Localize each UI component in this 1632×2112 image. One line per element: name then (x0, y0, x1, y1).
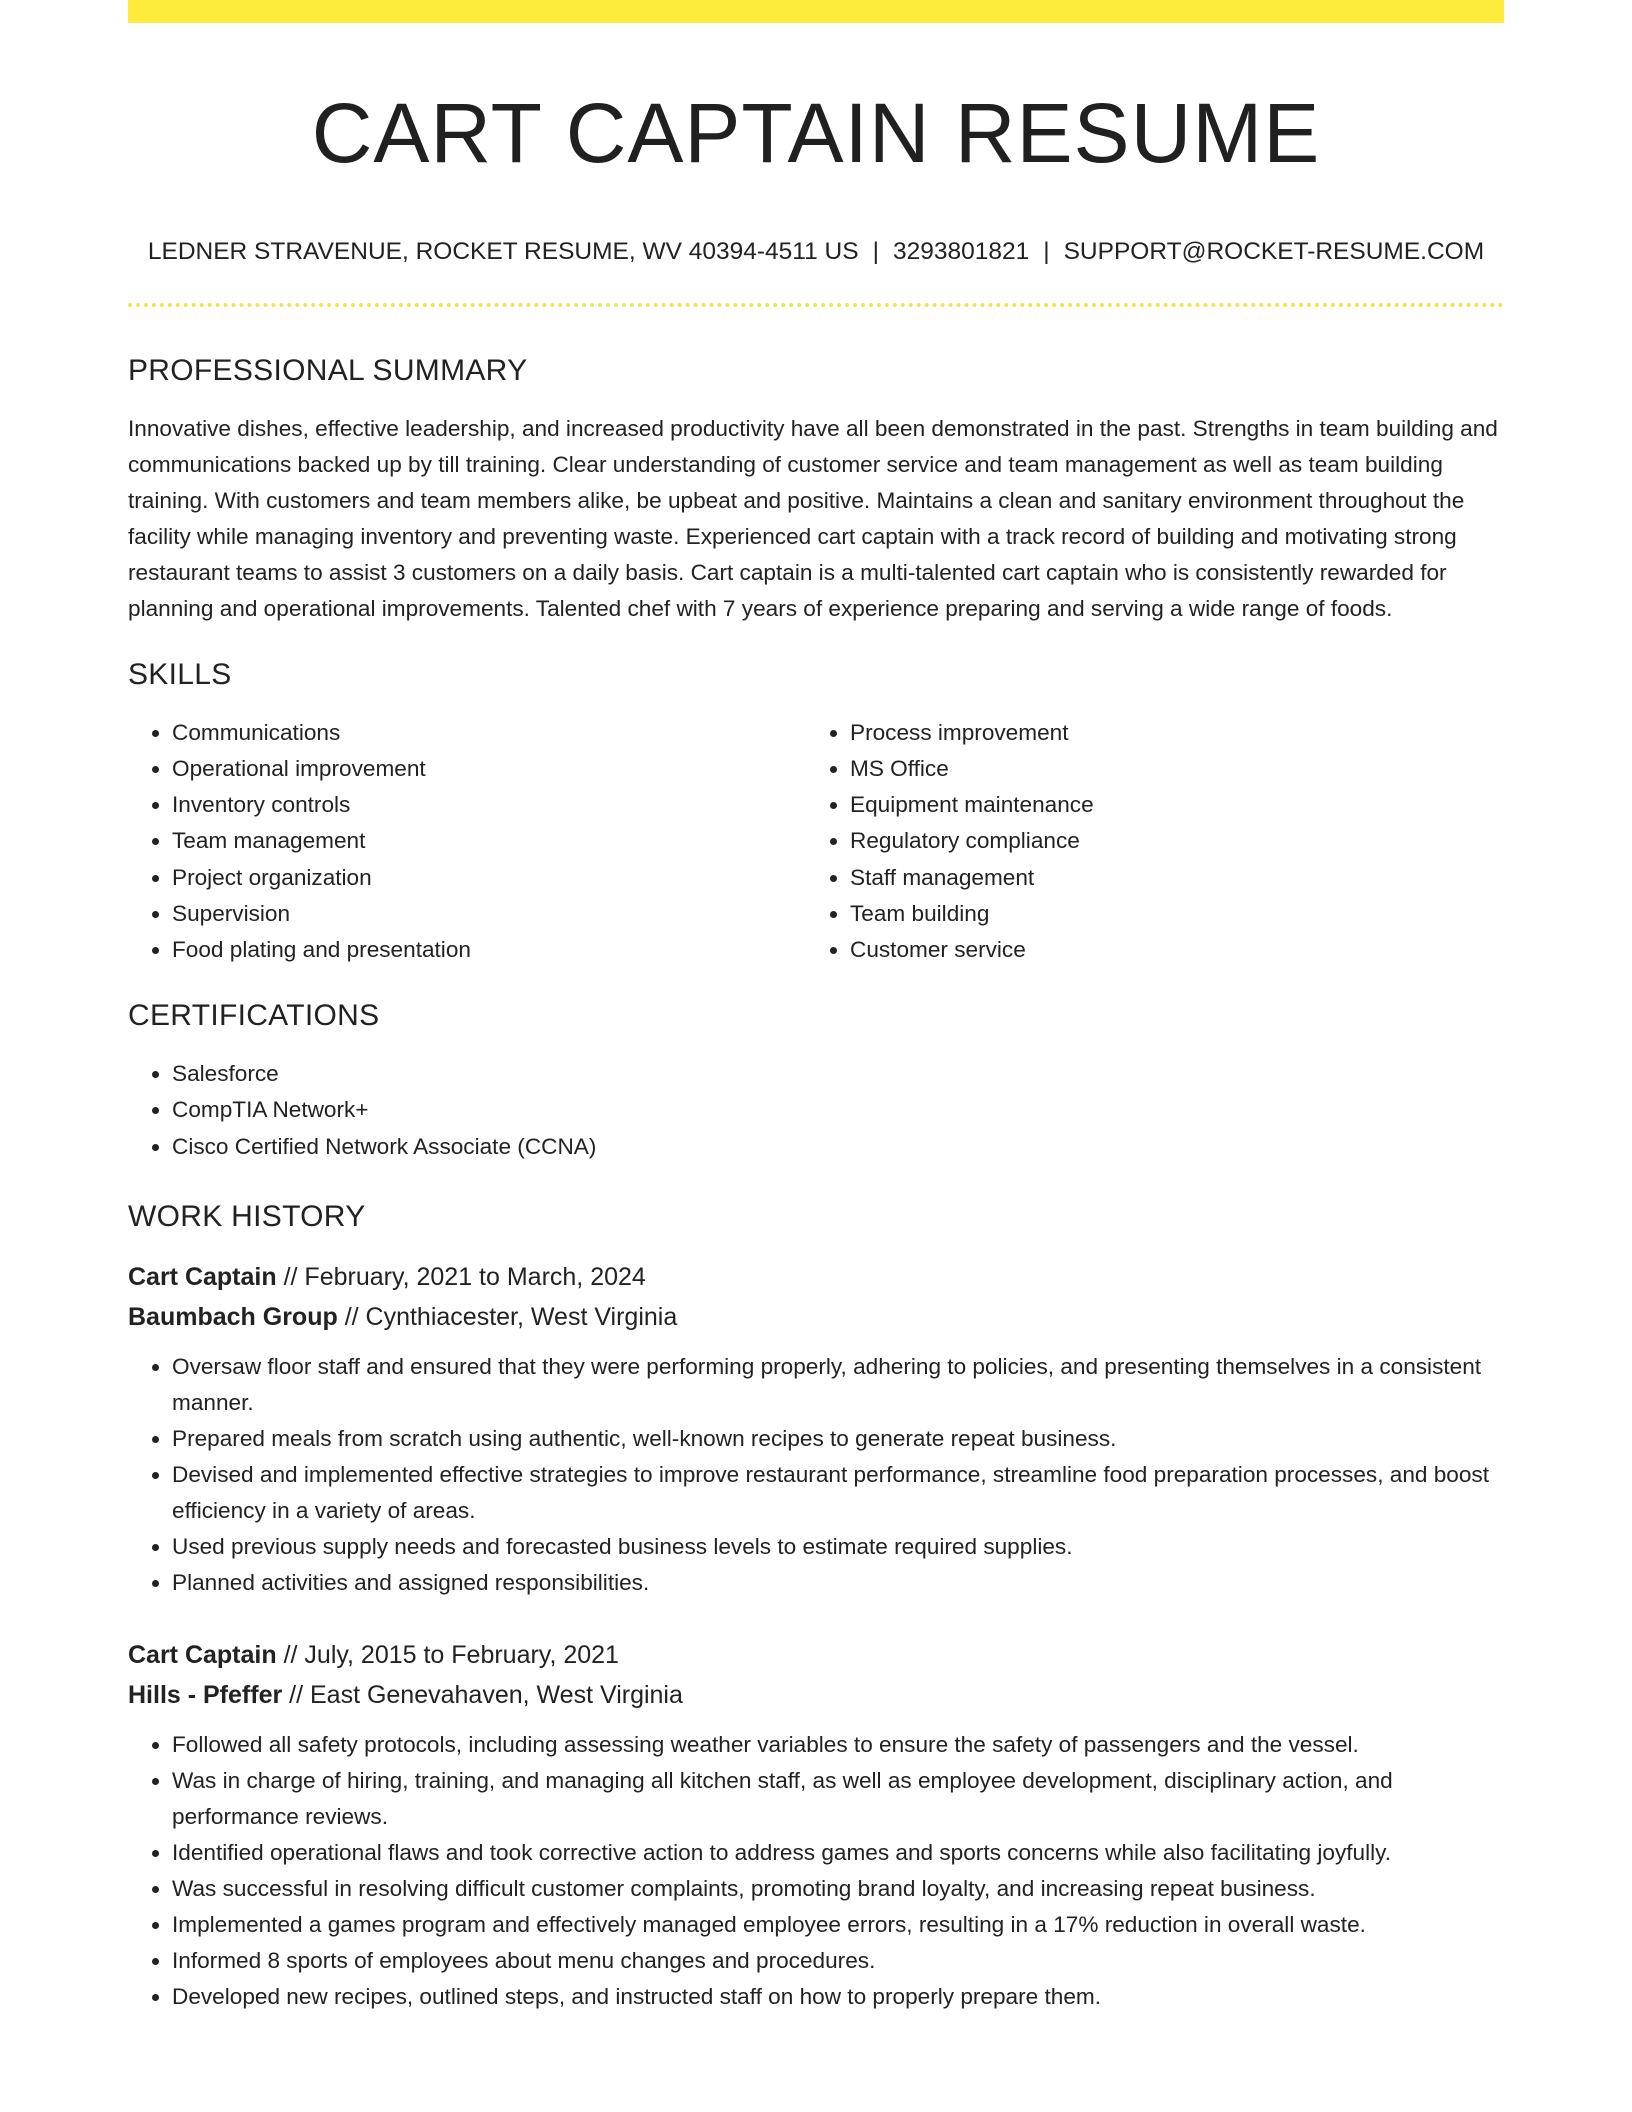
accent-bar (128, 0, 1504, 23)
list-item: • Team management (172, 823, 806, 859)
contact-line (128, 237, 1504, 266)
list-item: • Customer service (850, 932, 1504, 968)
skills-columns (128, 715, 1504, 968)
job-company-line (128, 1297, 1504, 1337)
list-item: • Planned activities and assigned responsibilities. (172, 1565, 1504, 1601)
list-item: • Food plating and presentation (172, 932, 806, 968)
contact-separator: | (1043, 238, 1050, 266)
list-item: • Developed new recipes, outlined steps, and instructed staff on how to properly prepare them. (172, 1979, 1504, 2015)
contact-email: SUPPORT@ROCKET-RESUME.COM (1063, 238, 1485, 266)
job-company: Hills - Pfeffer (128, 1680, 283, 1709)
list-item: • Communications (172, 715, 806, 751)
contact-separator: | (872, 238, 879, 266)
list-item: • Implemented a games program and effectively managed employee errors, resulting in a 17% reduction in overall waste. (172, 1907, 1504, 1943)
list-item: • Oversaw floor staff and ensured that they were performing properly, adhering to policies, and presenting themselves in a consistent manner. (172, 1349, 1504, 1421)
list-item: • Informed 8 sports of employees about menu changes and procedures. (172, 1943, 1504, 1979)
list-item: • Supervision (172, 896, 806, 932)
list-item: • Prepared meals from scratch using authentic, well-known recipes to generate repeat business. (172, 1421, 1504, 1457)
resume-title: CART CAPTAIN RESUME (311, 86, 1321, 180)
job-company: Baumbach Group (128, 1302, 338, 1331)
list-item: • Cisco Certified Network Associate (CCNA) (172, 1129, 1504, 1165)
list-item: • CompTIA Network+ (172, 1092, 1504, 1128)
job-dates: // July, 2015 to February, 2021 (276, 1640, 619, 1669)
job-role: Cart Captain (128, 1262, 277, 1291)
list-item: • Used previous supply needs and forecasted business levels to estimate required supplies. (172, 1529, 1504, 1565)
certifications-heading: CERTIFICATIONS (128, 999, 380, 1033)
job-role: Cart Captain (128, 1640, 277, 1669)
job-location: // Cynthiacester, West Virginia (337, 1302, 678, 1331)
list-item: • Inventory controls (172, 787, 806, 823)
list-item: • Followed all safety protocols, including assessing weather variables to ensure the safety of passengers and the vessel. (172, 1727, 1504, 1763)
list-item: • Identified operational flaws and took corrective action to address games and sports concerns while also facilitating joyfully. (172, 1835, 1504, 1871)
work-history-heading: WORK HISTORY (128, 1199, 366, 1233)
list-item: • Salesforce (172, 1056, 1504, 1092)
list-item: • Regulatory compliance (850, 823, 1504, 859)
job-entry (128, 1257, 1504, 1601)
job-company-line (128, 1675, 1504, 1715)
job-title-line (128, 1635, 1504, 1675)
skills-list-right (806, 715, 1504, 968)
summary-heading: PROFESSIONAL SUMMARY (128, 353, 528, 387)
contact-address: LEDNER STRAVENUE, ROCKET RESUME, WV 40394-4511 US (147, 238, 859, 266)
list-item: • Process improvement (850, 715, 1504, 751)
list-item: • Was in charge of hiring, training, and managing all kitchen staff, as well as employee development, disciplinary action, and performance reviews. (172, 1763, 1504, 1835)
job-bullets (128, 1349, 1504, 1601)
skills-heading: SKILLS (128, 657, 232, 691)
job-location: // East Genevahaven, West Virginia (282, 1680, 683, 1709)
contact-phone: 3293801821 (892, 238, 1030, 266)
certifications-list (128, 1056, 1504, 1165)
list-item: • Team building (850, 896, 1504, 932)
job-entry (128, 1635, 1504, 2015)
list-item: • Devised and implemented effective strategies to improve restaurant performance, streamline food preparation processes, and boost efficiency in a variety of areas. (172, 1457, 1504, 1529)
job-dates: // February, 2021 to March, 2024 (276, 1262, 646, 1291)
summary-text: Innovative dishes, effective leadership, and increased productivity have all been demonstrated in the past. Strengths in team building and communications backed up by till training. Clear understanding of customer service and team management as well as team building training. With customers and team members alike, be upbeat and positive. Maintains a clean and sanitary environment throughout the facility while managing inventory and preventing waste. Experienced cart captain with a track record of building and motivating strong restaurant teams to assist 3 customers on a daily basis. Cart captain is a multi-talented cart captain who is consistently rewarded for planning and operational improvements. Talented chef with 7 years of experience preparing and serving a wide range of foods. (128, 415, 1498, 621)
list-item: • Operational improvement (172, 751, 806, 787)
list-item: • Was successful in resolving difficult customer complaints, promoting brand loyalty, and increasing repeat business. (172, 1871, 1504, 1907)
list-item: • Equipment maintenance (850, 787, 1504, 823)
job-bullets (128, 1727, 1504, 2015)
list-item: • Project organization (172, 860, 806, 896)
job-title-line (128, 1257, 1504, 1297)
dotted-divider (128, 303, 1504, 307)
resume-page (128, 0, 1504, 2015)
skills-list-left (128, 715, 806, 968)
list-item: • Staff management (850, 860, 1504, 896)
list-item: • MS Office (850, 751, 1504, 787)
